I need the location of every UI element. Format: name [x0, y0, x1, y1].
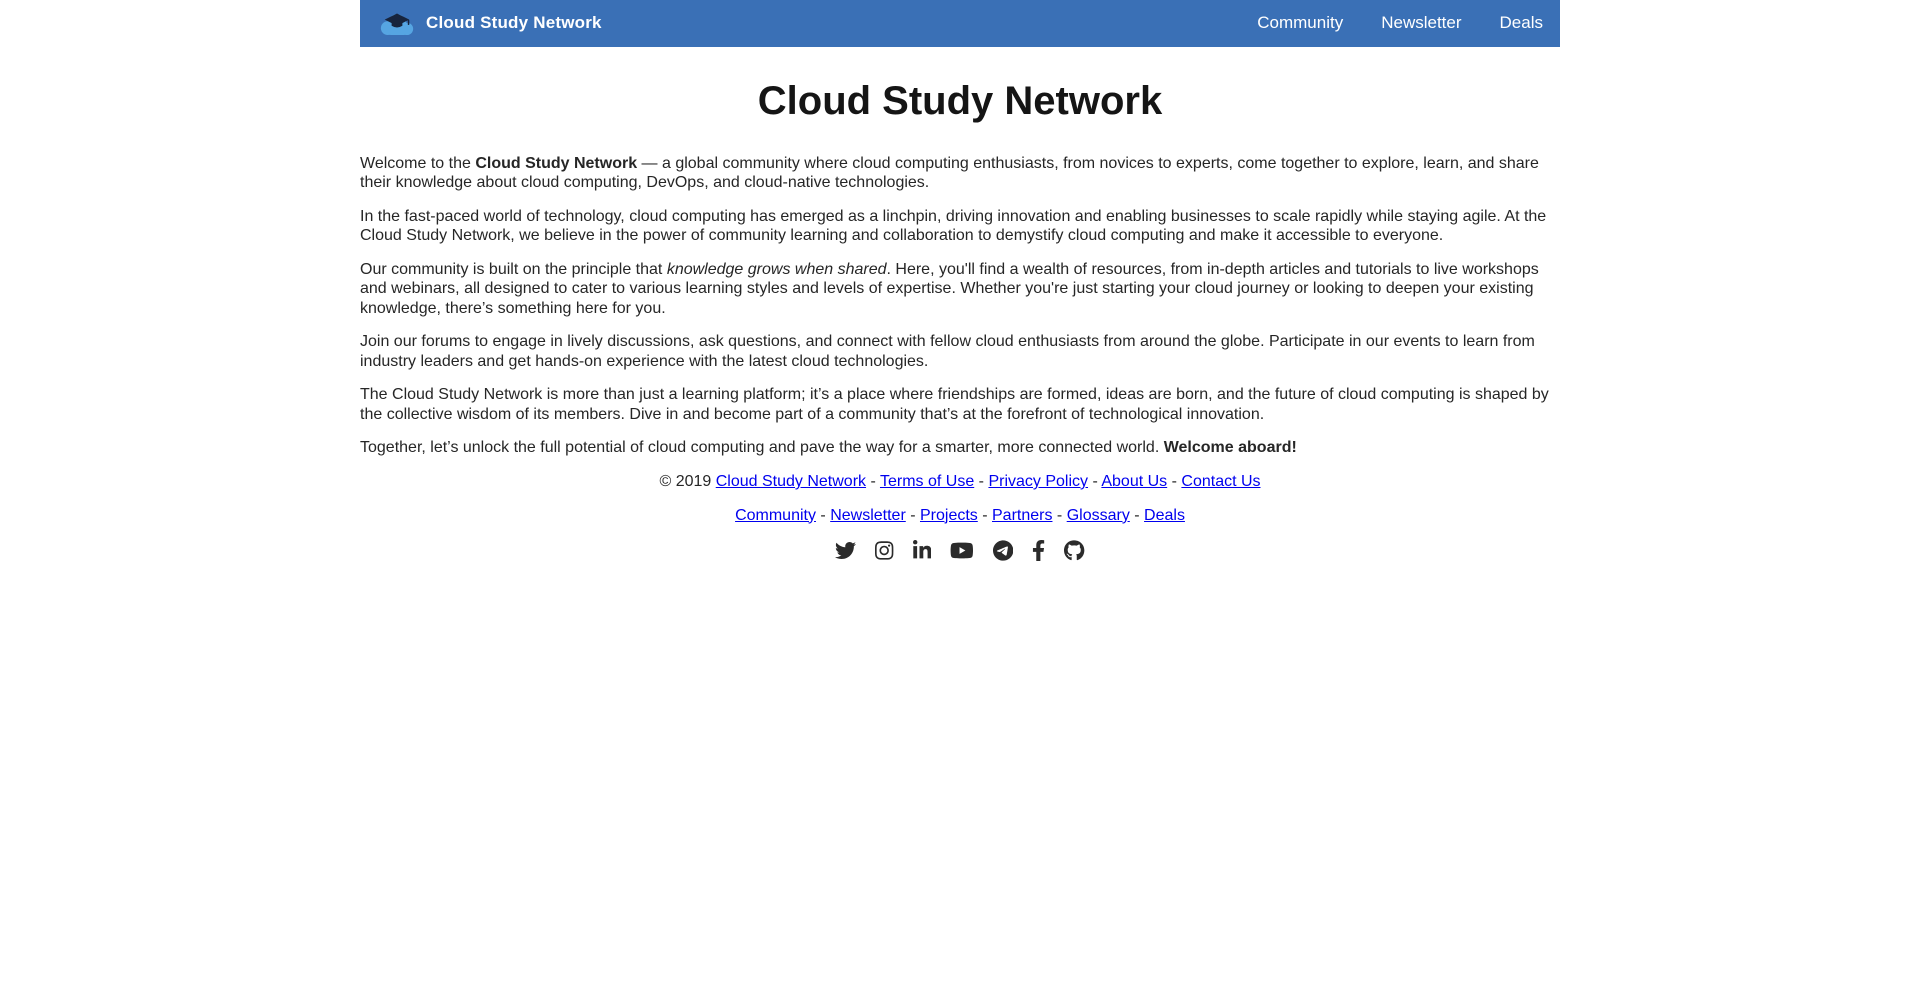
paragraph: The Cloud Study Network is more than just a learning platform; it’s a place where friendships are formed, ideas are born, and the future of cloud computing is shaped by the collective wisdom of its members. Dive in and become part of a community that’s at the forefront of technological innovation. [360, 386, 1549, 423]
paragraph: Welcome to the Cloud Study Network — a global community where cloud computing enthusiasts, from novices to experts, come together to explore, learn, and share their knowledge about cloud computing, DevOps, and cloud-native technologies. [360, 154, 1539, 192]
twitter-icon [835, 540, 856, 561]
footer-link-community[interactable]: Community [735, 506, 816, 524]
cloud-graduation-cap-icon [377, 7, 417, 40]
github-icon [1064, 540, 1084, 561]
footer-link-deals[interactable]: Deals [1144, 506, 1185, 524]
navbar-links [1219, 13, 1543, 34]
paragraph: Join our forums to engage in lively discussions, ask questions, and connect with fellow cloud enthusiasts from around the globe. Participate in our events to learn from industry leaders and get hands-on experience with the latest cloud technologies. [360, 333, 1535, 370]
footer-link-contact-us[interactable]: Contact Us [1181, 472, 1261, 490]
brand-title: Cloud Study Network [426, 13, 602, 33]
footer [360, 472, 1560, 591]
footer-link-projects[interactable]: Projects [919, 506, 978, 524]
footer-link-newsletter[interactable]: Newsletter [830, 506, 906, 524]
footer-link-privacy-policy[interactable]: Privacy Policy [988, 472, 1089, 490]
social-link-github[interactable] [1064, 540, 1084, 561]
footer-link-partners[interactable]: Partners [992, 506, 1053, 524]
social-link-instagram[interactable] [875, 540, 893, 561]
social-link-facebook[interactable] [1032, 540, 1045, 561]
footer-link-terms-of-use[interactable]: Terms of Use [879, 472, 975, 490]
navbar [360, 0, 1560, 47]
linkedin-icon [913, 540, 931, 561]
paragraph: Our community is built on the principle that knowledge grows when shared. Here, you'll find a wealth of resources, from in-depth articles and tutorials to live workshops and webinars, all designed to cater to various learning styles and levels of expertise. Whether you're just starting your cloud journey or looking to deepen your existing knowledge, there’s something here for you. [360, 260, 1539, 317]
nav-link-deals[interactable]: Deals [1499, 13, 1543, 33]
social-link-youtube[interactable] [950, 540, 974, 561]
nav-link-community[interactable]: Community [1257, 13, 1344, 33]
paragraph: Together, let’s unlock the full potential of cloud computing and pave the way for a smarter, more connected world. Welcome aboard! [360, 439, 1297, 457]
brand[interactable] [377, 7, 602, 40]
telegram-icon [993, 540, 1013, 561]
page-title: Cloud Study Network [757, 79, 1163, 123]
social-link-linkedin[interactable] [913, 540, 931, 561]
copyright-text: © 2019 [659, 472, 716, 490]
social-link-telegram[interactable] [993, 540, 1013, 561]
paragraph: In the fast-paced world of technology, cloud computing has emerged as a linchpin, driving innovation and enabling businesses to scale rapidly while staying agile. At the Cloud Study Network, we believe in the power of community learning and collaboration to demystify cloud computing and make it accessible to everyone. [360, 207, 1547, 245]
footer-link-about-us[interactable]: About Us [1101, 472, 1168, 490]
youtube-icon [950, 540, 974, 561]
social-link-twitter[interactable] [835, 540, 856, 561]
footer-sitemap-row: Community - Newsletter - Projects - Partners - Glossary - Deals [735, 506, 1185, 524]
social-icons-row [360, 540, 1560, 591]
nav-link-newsletter[interactable]: Newsletter [1381, 13, 1462, 33]
instagram-icon [875, 540, 893, 561]
footer-copyright-row: © 2019 Cloud Study Network - Terms of Use - Privacy Policy - About Us - Contact Us [659, 472, 1261, 490]
footer-link-glossary[interactable]: Glossary [1066, 506, 1130, 524]
facebook-icon [1032, 540, 1045, 561]
intro-paragraphs [360, 154, 1560, 458]
footer-link-cloud-study-network[interactable]: Cloud Study Network [715, 472, 867, 490]
main-content [360, 77, 1560, 591]
